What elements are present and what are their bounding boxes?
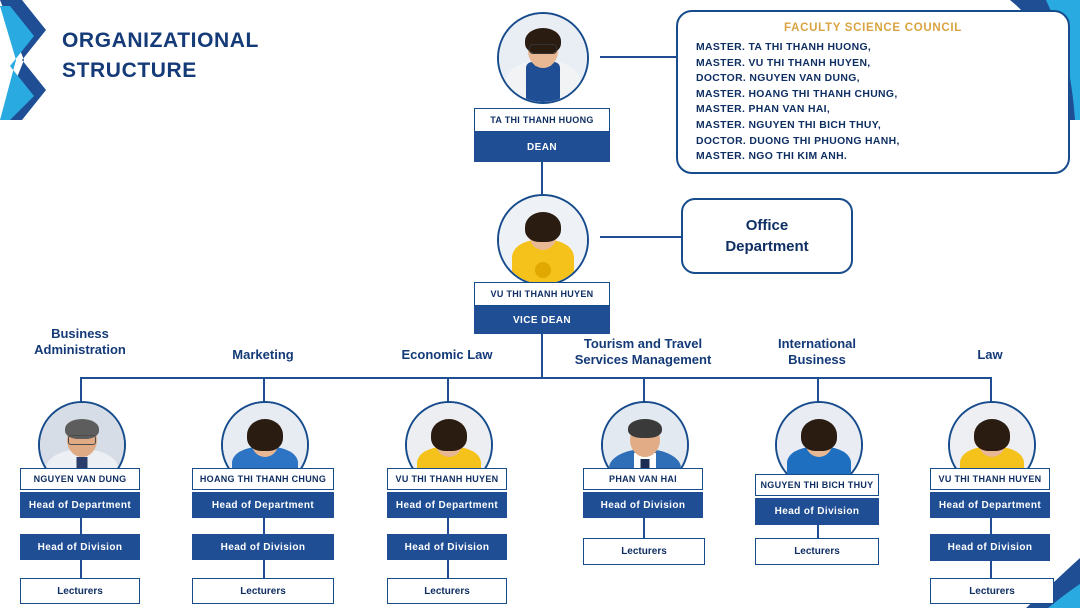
dept6-role-3: Lecturers [930, 578, 1054, 604]
connector-drop-3 [447, 377, 449, 403]
dept-label-line2: Services Management [574, 352, 712, 367]
connector-dept3-b [447, 560, 449, 578]
connector-vicedean-to-office [600, 236, 682, 238]
dept1-role-2: Head of Division [20, 534, 140, 560]
dept-label-line2: Administration [34, 342, 126, 357]
dept-label-international-business [742, 336, 892, 368]
dept3-role-2: Head of Division [387, 534, 507, 560]
dept-label-line2: Business [788, 352, 846, 367]
dept-label-economic-law [377, 347, 517, 363]
council-member: MASTER. VU THI THANH HUYEN, [696, 57, 871, 69]
dept-label-line1: Business [51, 326, 109, 341]
dept-label-line1: International [777, 336, 856, 351]
dept-label-line1: Tourism and Travel [583, 336, 703, 351]
council-member: DOCTOR. DUONG THI PHUONG HANH, [696, 135, 900, 147]
dept6-name-box: VU THI THANH HUYEN [930, 468, 1050, 490]
connector-drop-2 [263, 377, 265, 403]
dept3-role-1: Head of Department [387, 492, 507, 518]
avatar-dean [497, 12, 589, 104]
dept3-name-box: VU THI THANH HUYEN [387, 468, 507, 490]
page-title [62, 26, 259, 86]
connector-drop-1 [80, 377, 82, 403]
dept-label-line1: Economic Law [401, 347, 493, 362]
dept2-name-box: HOANG THI THANH CHUNG [192, 468, 334, 490]
dean-role-box: DEAN [474, 132, 610, 162]
dept-label-business-administration [10, 326, 150, 358]
office-label-line1: Office [745, 217, 789, 234]
office-label-line2: Department [725, 238, 809, 255]
council-member: MASTER. TA THI THANH HUONG, [696, 42, 872, 53]
council-member: MASTER. NGO THI KIM ANH. [696, 151, 848, 163]
faculty-science-council-card [676, 10, 1070, 174]
dept-label-line1: Marketing [232, 347, 294, 362]
dept3-role-3: Lecturers [387, 578, 507, 604]
connector-drop-4 [643, 377, 645, 403]
dept6-role-2: Head of Division [930, 534, 1050, 561]
council-member-list [696, 40, 1050, 165]
council-member: DOCTOR. NGUYEN VAN DUNG, [696, 73, 860, 85]
council-title: FACULTY SCIENCE COUNCIL [784, 22, 962, 34]
connector-horizontal-bus [80, 377, 991, 379]
dept4-role-2: Lecturers [583, 538, 705, 565]
avatar-vice-dean [497, 194, 589, 286]
connector-dept3-a [447, 518, 449, 534]
dept5-name-box: NGUYEN THI BICH THUY [755, 474, 879, 496]
office-department-box [681, 198, 853, 274]
connector-dept1-a [80, 518, 82, 534]
connector-dept6-a [990, 518, 992, 534]
connector-dean-to-council [600, 56, 678, 58]
connector-dept2-a [263, 518, 265, 534]
dept1-role-1: Head of Department [20, 492, 140, 518]
connector-drop-5 [817, 377, 819, 403]
page-title-line2: STRUCTURE [62, 59, 197, 82]
vice-dean-name-box: VU THI THANH HUYEN [474, 282, 610, 306]
dean-name-box: TA THI THANH HUONG [474, 108, 610, 132]
council-member: MASTER. HOANG THI THANH CHUNG, [696, 88, 898, 100]
dept4-role-1: Head of Division [583, 492, 703, 518]
dept1-role-3: Lecturers [20, 578, 140, 604]
connector-dept2-b [263, 560, 265, 578]
connector-dept5-a [817, 525, 819, 538]
connector-dept6-b [990, 561, 992, 578]
dept-label-line1: Law [977, 347, 1003, 362]
dept-label-law [920, 347, 1060, 363]
dept-label-tourism-travel [538, 336, 748, 368]
dept2-role-1: Head of Department [192, 492, 334, 518]
page-title-line1: ORGANIZATIONAL [62, 29, 259, 52]
dept2-role-3: Lecturers [192, 578, 334, 604]
council-member: MASTER. NGUYEN THI BICH THUY, [696, 119, 882, 131]
connector-dept4-a [643, 518, 645, 538]
dept5-role-1: Head of Division [755, 498, 879, 525]
dept-label-marketing [193, 347, 333, 363]
connector-dean-to-vicedean [541, 162, 543, 194]
dept1-name-box: NGUYEN VAN DUNG [20, 468, 140, 490]
dept2-role-2: Head of Division [192, 534, 334, 560]
dept4-name-box: PHAN VAN HAI [583, 468, 703, 490]
dept5-role-2: Lecturers [755, 538, 879, 565]
vice-dean-role-box: VICE DEAN [474, 306, 610, 334]
decorative-chevron-left [0, 0, 46, 120]
connector-dept1-b [80, 560, 82, 578]
council-member: MASTER. PHAN VAN HAI, [696, 104, 831, 116]
connector-drop-6 [990, 377, 992, 403]
dept6-role-1: Head of Department [930, 492, 1050, 518]
